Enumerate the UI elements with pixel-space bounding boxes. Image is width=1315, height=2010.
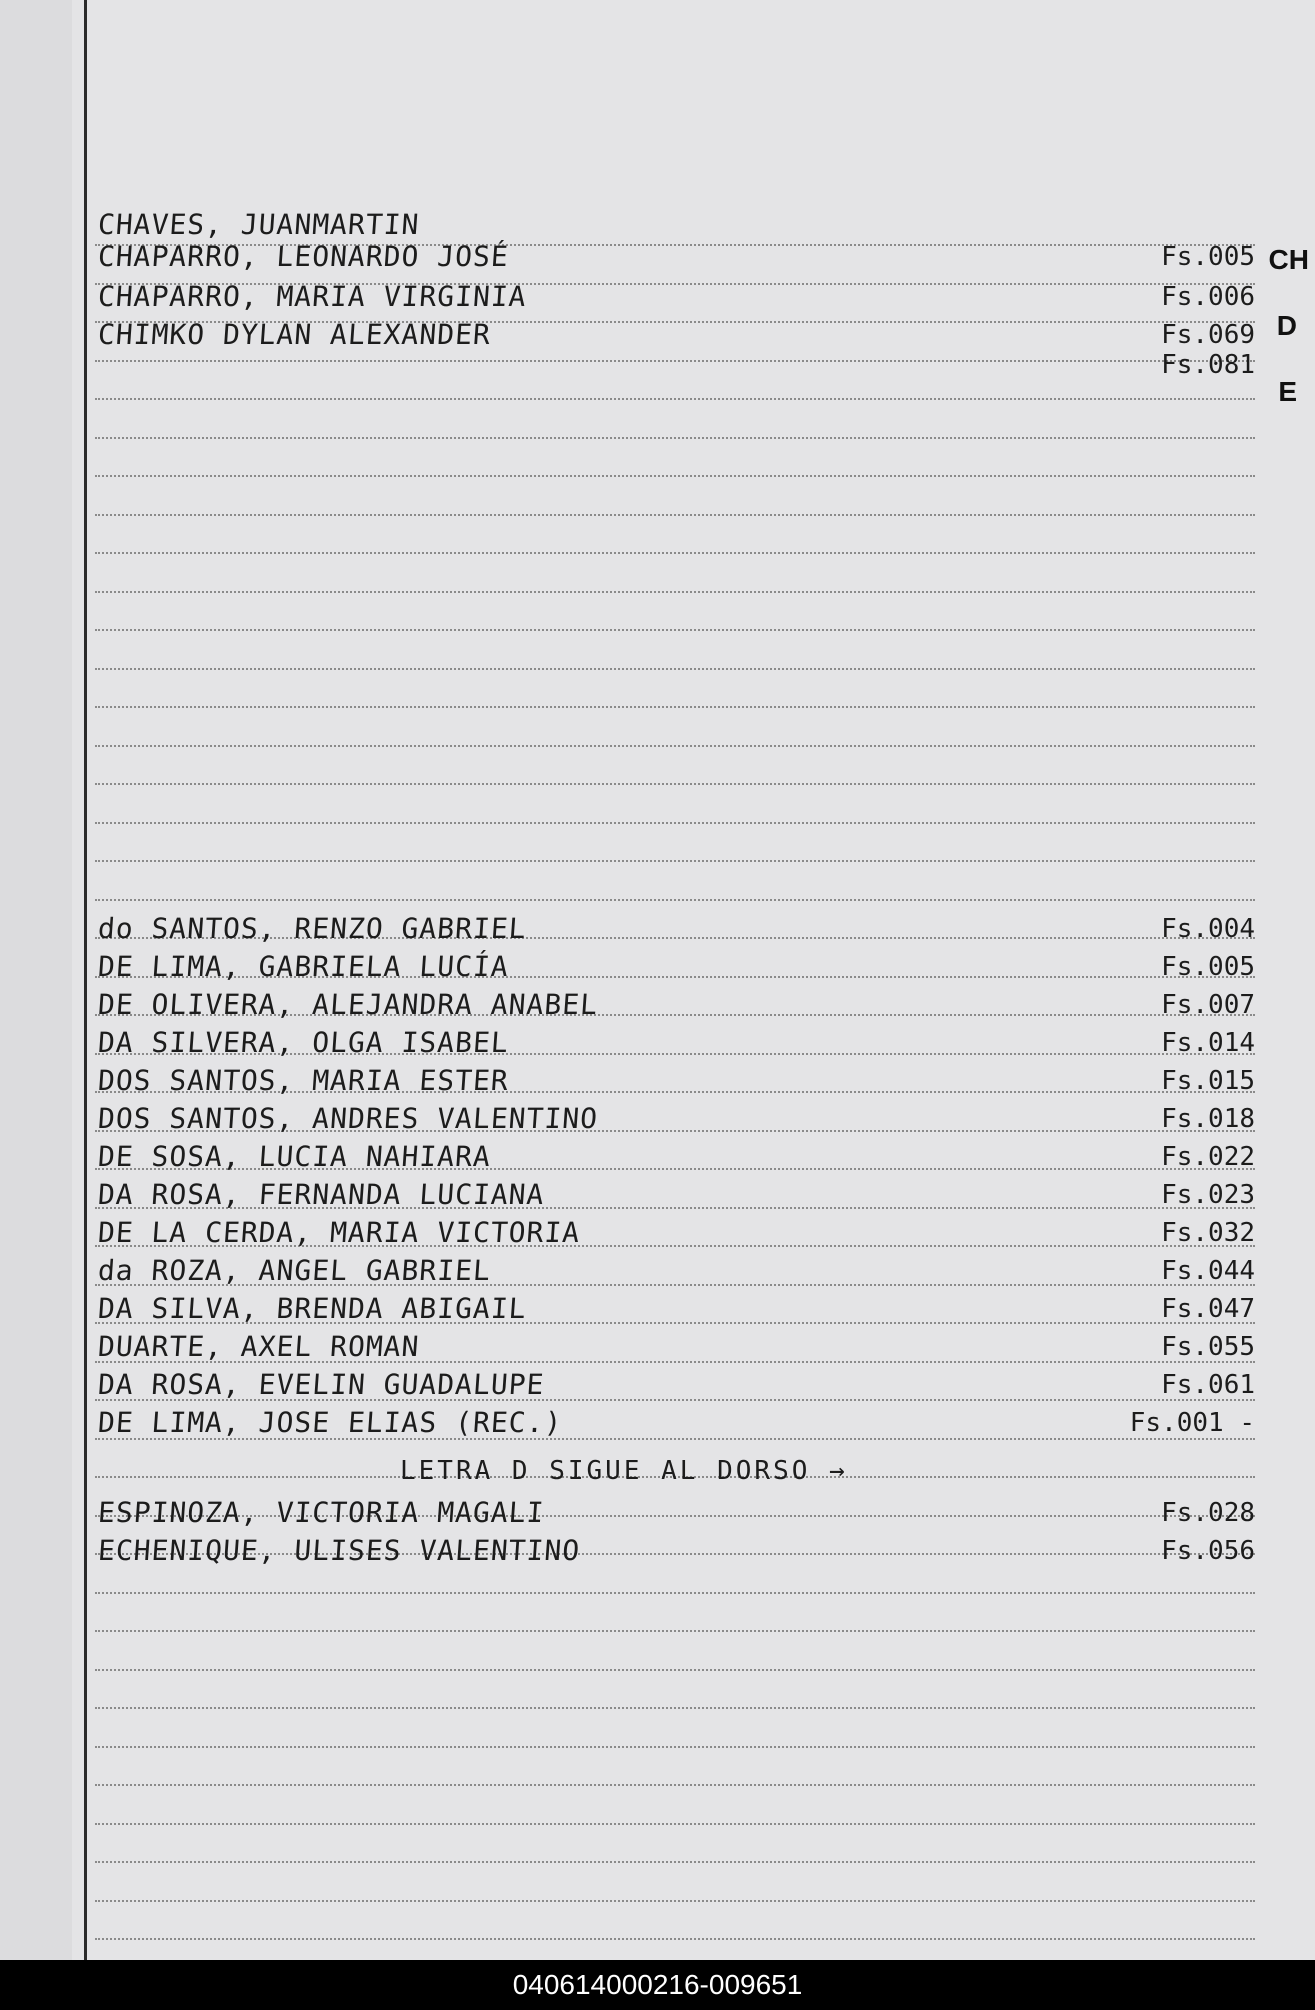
ruled-line bbox=[95, 822, 1255, 824]
ruled-line bbox=[95, 1900, 1255, 1902]
entry-name: CHAPARRO, LEONARDO JOSÉ bbox=[96, 240, 510, 273]
entry-folio: Fs.023 bbox=[1161, 1180, 1255, 1210]
ruled-line bbox=[95, 899, 1255, 901]
entry-name: DE OLIVERA, ALEJANDRA ANABEL bbox=[96, 988, 600, 1021]
list-item bbox=[0, 1102, 1315, 1140]
index-tab-d: D bbox=[1276, 310, 1297, 341]
list-item bbox=[0, 280, 1315, 318]
list-item bbox=[0, 1064, 1315, 1102]
entry-folio: Fs.047 bbox=[1161, 1294, 1255, 1324]
ruled-line bbox=[95, 1823, 1255, 1825]
entry-folio: Fs.055 bbox=[1161, 1332, 1255, 1362]
entry-name: CHIMKO DYLAN ALEXANDER bbox=[96, 318, 493, 351]
list-item bbox=[0, 1254, 1315, 1292]
entry-name: DOS SANTOS, ANDRES VALENTINO bbox=[96, 1102, 600, 1135]
entry-folio: Fs.006 bbox=[1161, 282, 1255, 312]
entry-name: DOS SANTOS, MARIA ESTER bbox=[96, 1064, 510, 1097]
list-item bbox=[0, 912, 1315, 950]
ruled-line bbox=[95, 783, 1255, 785]
continuation-note: LETRA D SIGUE AL DORSO → bbox=[400, 1456, 848, 1486]
ruled-line bbox=[95, 745, 1255, 747]
entry-folio: Fs.007 bbox=[1161, 990, 1255, 1020]
entry-name: CHAVES, JUANMARTIN bbox=[96, 208, 421, 241]
ruled-line bbox=[95, 1592, 1255, 1594]
entry-folio: Fs.005 bbox=[1161, 952, 1255, 982]
list-item bbox=[0, 950, 1315, 988]
index-tab-e: E bbox=[1278, 376, 1297, 407]
ruled-line bbox=[95, 1784, 1255, 1786]
entry-name: DE LIMA, GABRIELA LUCÍA bbox=[96, 950, 510, 983]
entry-name: ESPINOZA, VICTORIA MAGALI bbox=[96, 1496, 546, 1529]
ruled-line bbox=[95, 591, 1255, 593]
list-item bbox=[0, 1140, 1315, 1178]
entry-name: CHAPARRO, MARIA VIRGINIA bbox=[96, 280, 528, 313]
list-item bbox=[0, 1406, 1315, 1444]
entry-folio: Fs.001 - bbox=[1129, 1408, 1255, 1438]
entry-name: do SANTOS, RENZO GABRIEL bbox=[96, 912, 528, 945]
list-item bbox=[0, 1534, 1315, 1572]
ruled-line bbox=[95, 552, 1255, 554]
entry-folio: Fs.005 bbox=[1161, 242, 1255, 272]
ruled-line bbox=[95, 1746, 1255, 1748]
entry-folio: Fs.061 bbox=[1161, 1370, 1255, 1400]
entry-name: DE LA CERDA, MARIA VICTORIA bbox=[96, 1216, 582, 1249]
entry-folio: Fs.022 bbox=[1161, 1142, 1255, 1172]
entry-folio: Fs.028 bbox=[1161, 1498, 1255, 1528]
list-item bbox=[0, 1496, 1315, 1534]
list-item bbox=[0, 348, 1315, 386]
ruled-line bbox=[95, 398, 1255, 400]
entry-name: DA SILVA, BRENDA ABIGAIL bbox=[96, 1292, 528, 1325]
entry-folio: Fs.081 bbox=[1161, 350, 1255, 380]
ruled-line bbox=[95, 514, 1255, 516]
list-item bbox=[0, 1026, 1315, 1064]
entry-folio: Fs.018 bbox=[1161, 1104, 1255, 1134]
entry-name: DE SOSA, LUCIA NAHIARA bbox=[96, 1140, 493, 1173]
ruled-line bbox=[95, 475, 1255, 477]
entry-folio: Fs.056 bbox=[1161, 1536, 1255, 1566]
list-item bbox=[0, 1292, 1315, 1330]
ruled-line bbox=[95, 1938, 1255, 1940]
ruled-line bbox=[95, 629, 1255, 631]
ruled-line bbox=[95, 668, 1255, 670]
entry-name: DUARTE, AXEL ROMAN bbox=[96, 1330, 421, 1363]
list-item bbox=[0, 240, 1315, 278]
ruled-line bbox=[95, 860, 1255, 862]
ruled-line bbox=[95, 437, 1255, 439]
ruled-line bbox=[95, 1669, 1255, 1671]
ruled-line bbox=[95, 1707, 1255, 1709]
entry-folio: Fs.032 bbox=[1161, 1218, 1255, 1248]
entry-folio: Fs.069 bbox=[1161, 320, 1255, 350]
entry-folio: Fs.014 bbox=[1161, 1028, 1255, 1058]
list-item bbox=[0, 988, 1315, 1026]
index-tab-ch: CH bbox=[1268, 244, 1309, 275]
list-item bbox=[0, 1178, 1315, 1216]
entry-folio: Fs.015 bbox=[1161, 1066, 1255, 1096]
entry-folio: Fs.004 bbox=[1161, 914, 1255, 944]
entry-name: DE LIMA, JOSE ELIAS (REC.) bbox=[96, 1406, 564, 1439]
entry-folio: Fs.044 bbox=[1161, 1256, 1255, 1286]
entry-name: ECHENIQUE, ULISES VALENTINO bbox=[96, 1534, 582, 1567]
list-item bbox=[0, 1368, 1315, 1406]
entry-name: DA SILVERA, OLGA ISABEL bbox=[96, 1026, 510, 1059]
ruled-line bbox=[95, 1861, 1255, 1863]
ruled-line bbox=[95, 706, 1255, 708]
list-item bbox=[0, 1216, 1315, 1254]
list-item bbox=[0, 1330, 1315, 1368]
scan-barcode-label: 040614000216-009651 bbox=[0, 1960, 1315, 2010]
ruled-line bbox=[95, 1630, 1255, 1632]
entry-name: DA ROSA, EVELIN GUADALUPE bbox=[96, 1368, 546, 1401]
entry-name: DA ROSA, FERNANDA LUCIANA bbox=[96, 1178, 546, 1211]
entry-name: da ROZA, ANGEL GABRIEL bbox=[96, 1254, 493, 1287]
